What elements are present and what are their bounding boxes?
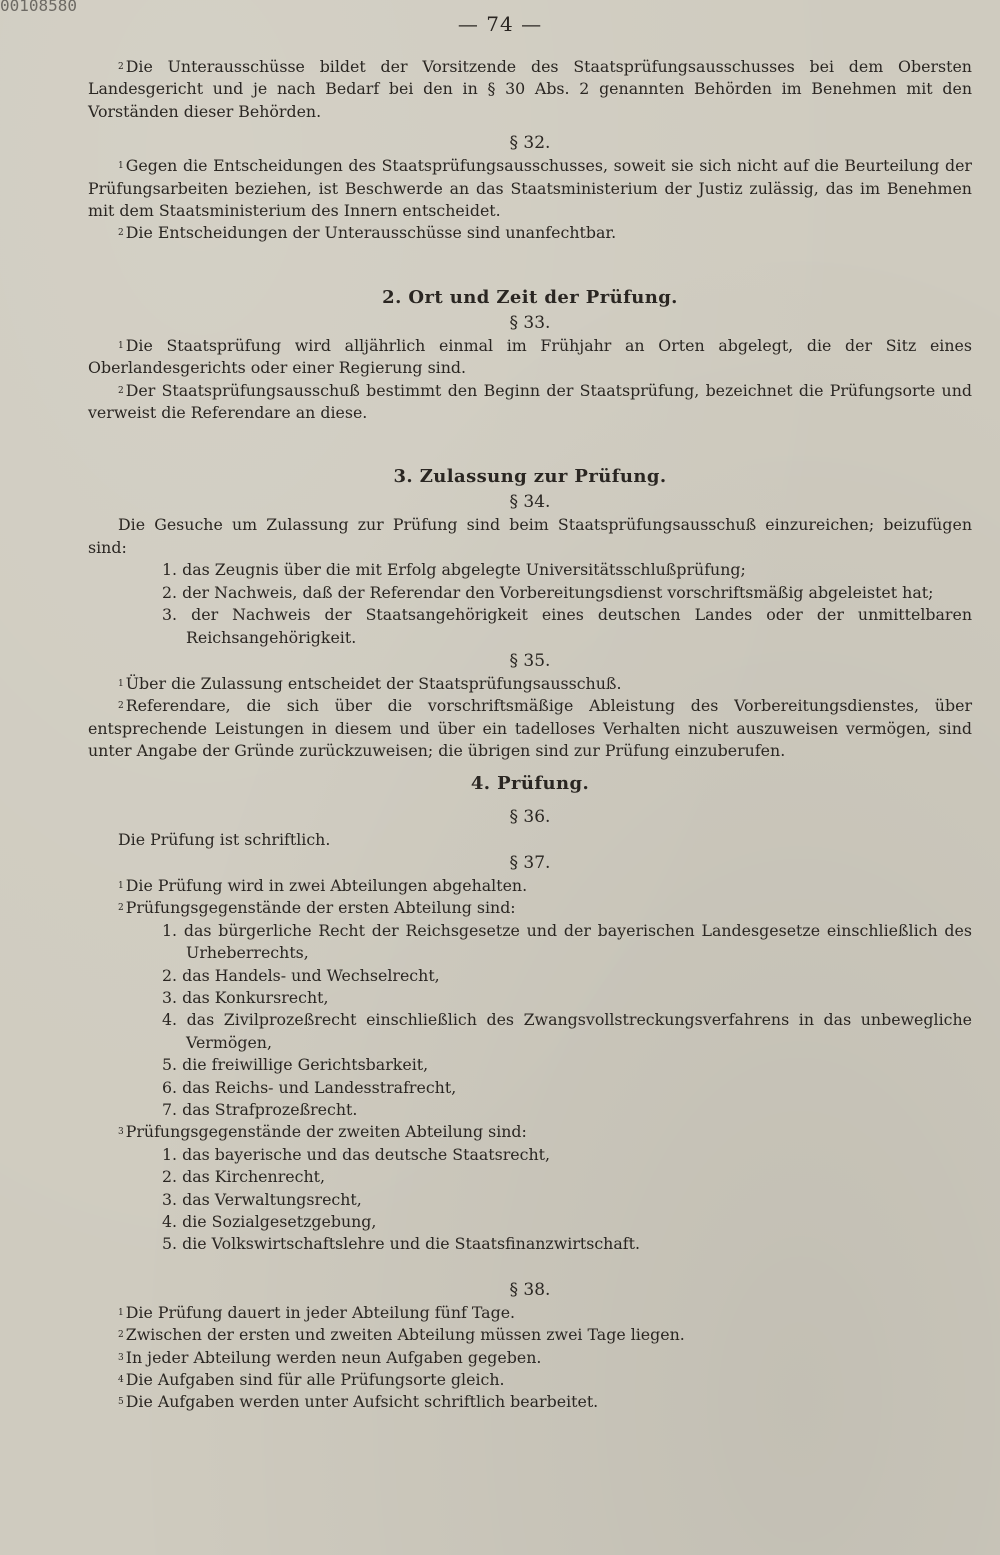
- paragraph-text: Der Staatsprüfungsausschuß bestimmt den Beginn der Staatsprüfung, bezeichnet die Prüfungsorte und verweist die Referendare an diese.: [88, 380, 972, 423]
- list-item: 2. das Kirchenrecht,: [162, 1167, 325, 1187]
- paragraph-number: 2: [118, 62, 124, 72]
- paragraph: [88, 222, 972, 244]
- section-number: § 33.: [509, 312, 551, 333]
- page-number: — 74 —: [457, 12, 543, 36]
- section-number: § 35.: [509, 650, 551, 671]
- spacer: [88, 1256, 972, 1278]
- list-item: 3. das Konkursrecht,: [162, 987, 329, 1007]
- spacer: [88, 424, 972, 464]
- paragraph-number: 2: [118, 1330, 124, 1341]
- section-heading: 2. Ort und Zeit der Prüfung.: [382, 286, 678, 308]
- paragraph: [88, 1369, 972, 1391]
- paragraph-text: Die Entscheidungen der Unterausschüsse sind unanfechtbar.: [125, 223, 617, 243]
- spacer: [88, 245, 972, 285]
- paragraph-number: 4: [118, 1375, 124, 1386]
- paragraph-number: 1: [118, 678, 124, 689]
- paragraph-text: Die Prüfung ist schriftlich.: [118, 829, 331, 849]
- paragraph-text: Die Prüfung wird in zwei Abteilungen abgehalten.: [125, 875, 528, 895]
- paragraph: [88, 514, 972, 559]
- list-item: 5. die freiwillige Gerichtsbarkeit,: [162, 1055, 429, 1075]
- paragraph-number: 2: [118, 903, 124, 914]
- paragraph: [88, 1302, 972, 1324]
- paragraph: [88, 1324, 972, 1346]
- paragraph-text: In jeder Abteilung werden neun Aufgaben gegeben.: [125, 1347, 542, 1367]
- paragraph-text: Die Aufgaben sind für alle Prüfungsorte gleich.: [125, 1370, 505, 1390]
- paragraph-text: Die Aufgaben werden unter Aufsicht schriftlich bearbeitet.: [125, 1392, 599, 1412]
- paragraph-text: Die Gesuche um Zulassung zur Prüfung sind beim Staatsprüfungsausschuß einzureichen; beizufügen sind:: [88, 515, 972, 557]
- list-item: 1. das bürgerliche Recht der Reichsgesetze und der bayerischen Landesgesetze einschließlich des Urheberrechts,: [162, 920, 972, 963]
- paragraph-number: 2: [118, 228, 124, 239]
- paragraph: [88, 1121, 972, 1143]
- paragraph: [88, 380, 972, 425]
- paragraph: [88, 335, 972, 380]
- paragraph: [88, 56, 972, 123]
- section-heading: 4. Prüfung.: [470, 772, 590, 794]
- paragraph-number: 2: [118, 701, 124, 712]
- list-item: 6. das Reichs- und Landesstrafrecht,: [162, 1077, 457, 1097]
- spacer: [88, 123, 972, 131]
- paragraph-text: Prüfungsgegenstände der zweiten Abteilung sind:: [125, 1122, 527, 1142]
- paragraph-text: Prüfungsgegenstände der ersten Abteilung sind:: [125, 898, 516, 918]
- section-heading: 3. Zulassung zur Prüfung.: [393, 466, 667, 488]
- section-number: § 32.: [509, 133, 551, 154]
- list-item: 5. die Volkswirtschaftslehre und die Staatsfinanzwirtschaft.: [162, 1234, 640, 1254]
- paragraph: [88, 829, 972, 851]
- paragraph-number: 2: [118, 385, 124, 396]
- spacer: [88, 797, 972, 805]
- paragraph: [88, 695, 972, 762]
- paragraph-text: Über die Zulassung entscheidet der Staatsprüfungsausschuß.: [125, 673, 622, 693]
- list-item: 3. der Nachweis der Staatsangehörigkeit eines deutschen Landes oder der unmittelbaren Reichsangehörigkeit.: [162, 605, 972, 647]
- list-item: 2. der Nachweis, daß der Referendar den Vorbereitungsdienst vorschriftsmäßig abgeleistet hat;: [162, 582, 934, 602]
- paragraph: [88, 875, 972, 897]
- paragraph-number: 1: [118, 1307, 124, 1318]
- paragraph-text: Die Staatsprüfung wird alljährlich einmal im Frühjahr an Orten abgelegt, die der Sitz eines Oberlandesgerichts oder einer Regierung sind.: [88, 335, 972, 378]
- list-item: 4. das Zivilprozeßrecht einschließlich des Zwangsvollstreckungsverfahrens in das unbewegliche Vermögen,: [162, 1010, 972, 1052]
- paragraph-text: Referendare, die sich über die vorschriftsmäßige Ableistung des Vorbereitungsdienstes, über entsprechende Leistungen in diesem und über ein tadelloses Verhalten nicht auszuweisen vermögen, sind unter Angabe der Gründe zurückzuweisen; die übrigen sind zur Prüfung einzuberufen.: [88, 696, 972, 761]
- page-body: [88, 56, 972, 1414]
- spacer: [88, 763, 972, 771]
- paragraph: [88, 155, 972, 222]
- list-item: 2. das Handels- und Wechselrecht,: [162, 965, 440, 985]
- list-item: 4. die Sozialgesetzgebung,: [162, 1212, 377, 1232]
- section-number: § 34.: [509, 492, 551, 513]
- paragraph: [88, 673, 972, 695]
- list-item: 3. das Verwaltungsrecht,: [162, 1189, 362, 1209]
- paragraph-text: Gegen die Entscheidungen des Staatsprüfungsausschusses, soweit sie sich nicht auf die Beurteilung der Prüfungsarbeiten beziehen, ist Beschwerde an das Staatsministerium der Justiz zulässig, das im Benehmen mit dem Staatsministerium des Innern entscheidet.: [88, 156, 972, 221]
- section-number: § 36.: [509, 806, 551, 827]
- paragraph-text: Die Prüfung dauert in jeder Abteilung fünf Tage.: [125, 1302, 516, 1322]
- list-item: 7. das Strafprozeßrecht.: [162, 1100, 358, 1119]
- paragraph-text: Die Unterausschüsse bildet der Vorsitzende des Staatsprüfungsausschusses bei dem Obersten Landesgericht und je nach Bedarf bei den in § 30 Abs. 2 genannten Behörden im Benehmen mit den Vorständen dieser Behörden.: [88, 57, 972, 121]
- paragraph-number: 5: [118, 1397, 124, 1408]
- list-item: 1. das bayerische und das deutsche Staatsrecht,: [162, 1144, 551, 1164]
- section-number: § 38.: [509, 1279, 551, 1300]
- section-number: § 37.: [509, 852, 551, 873]
- paragraph: [88, 1347, 972, 1369]
- paragraph: [88, 1391, 972, 1413]
- list-item: 1. das Zeugnis über die mit Erfolg abgelegte Universitätsschlußprüfung;: [162, 560, 746, 580]
- paragraph-number: 1: [118, 161, 124, 172]
- paragraph-text: Zwischen der ersten und zweiten Abteilung müssen zwei Tage liegen.: [125, 1325, 685, 1345]
- paragraph-number: 3: [118, 1352, 124, 1363]
- archive-stamp: 00108580: [0, 0, 78, 15]
- paragraph: [88, 897, 972, 919]
- paragraph-number: 1: [118, 340, 124, 351]
- paragraph-number: 3: [118, 1127, 124, 1138]
- paragraph-number: 1: [118, 880, 124, 891]
